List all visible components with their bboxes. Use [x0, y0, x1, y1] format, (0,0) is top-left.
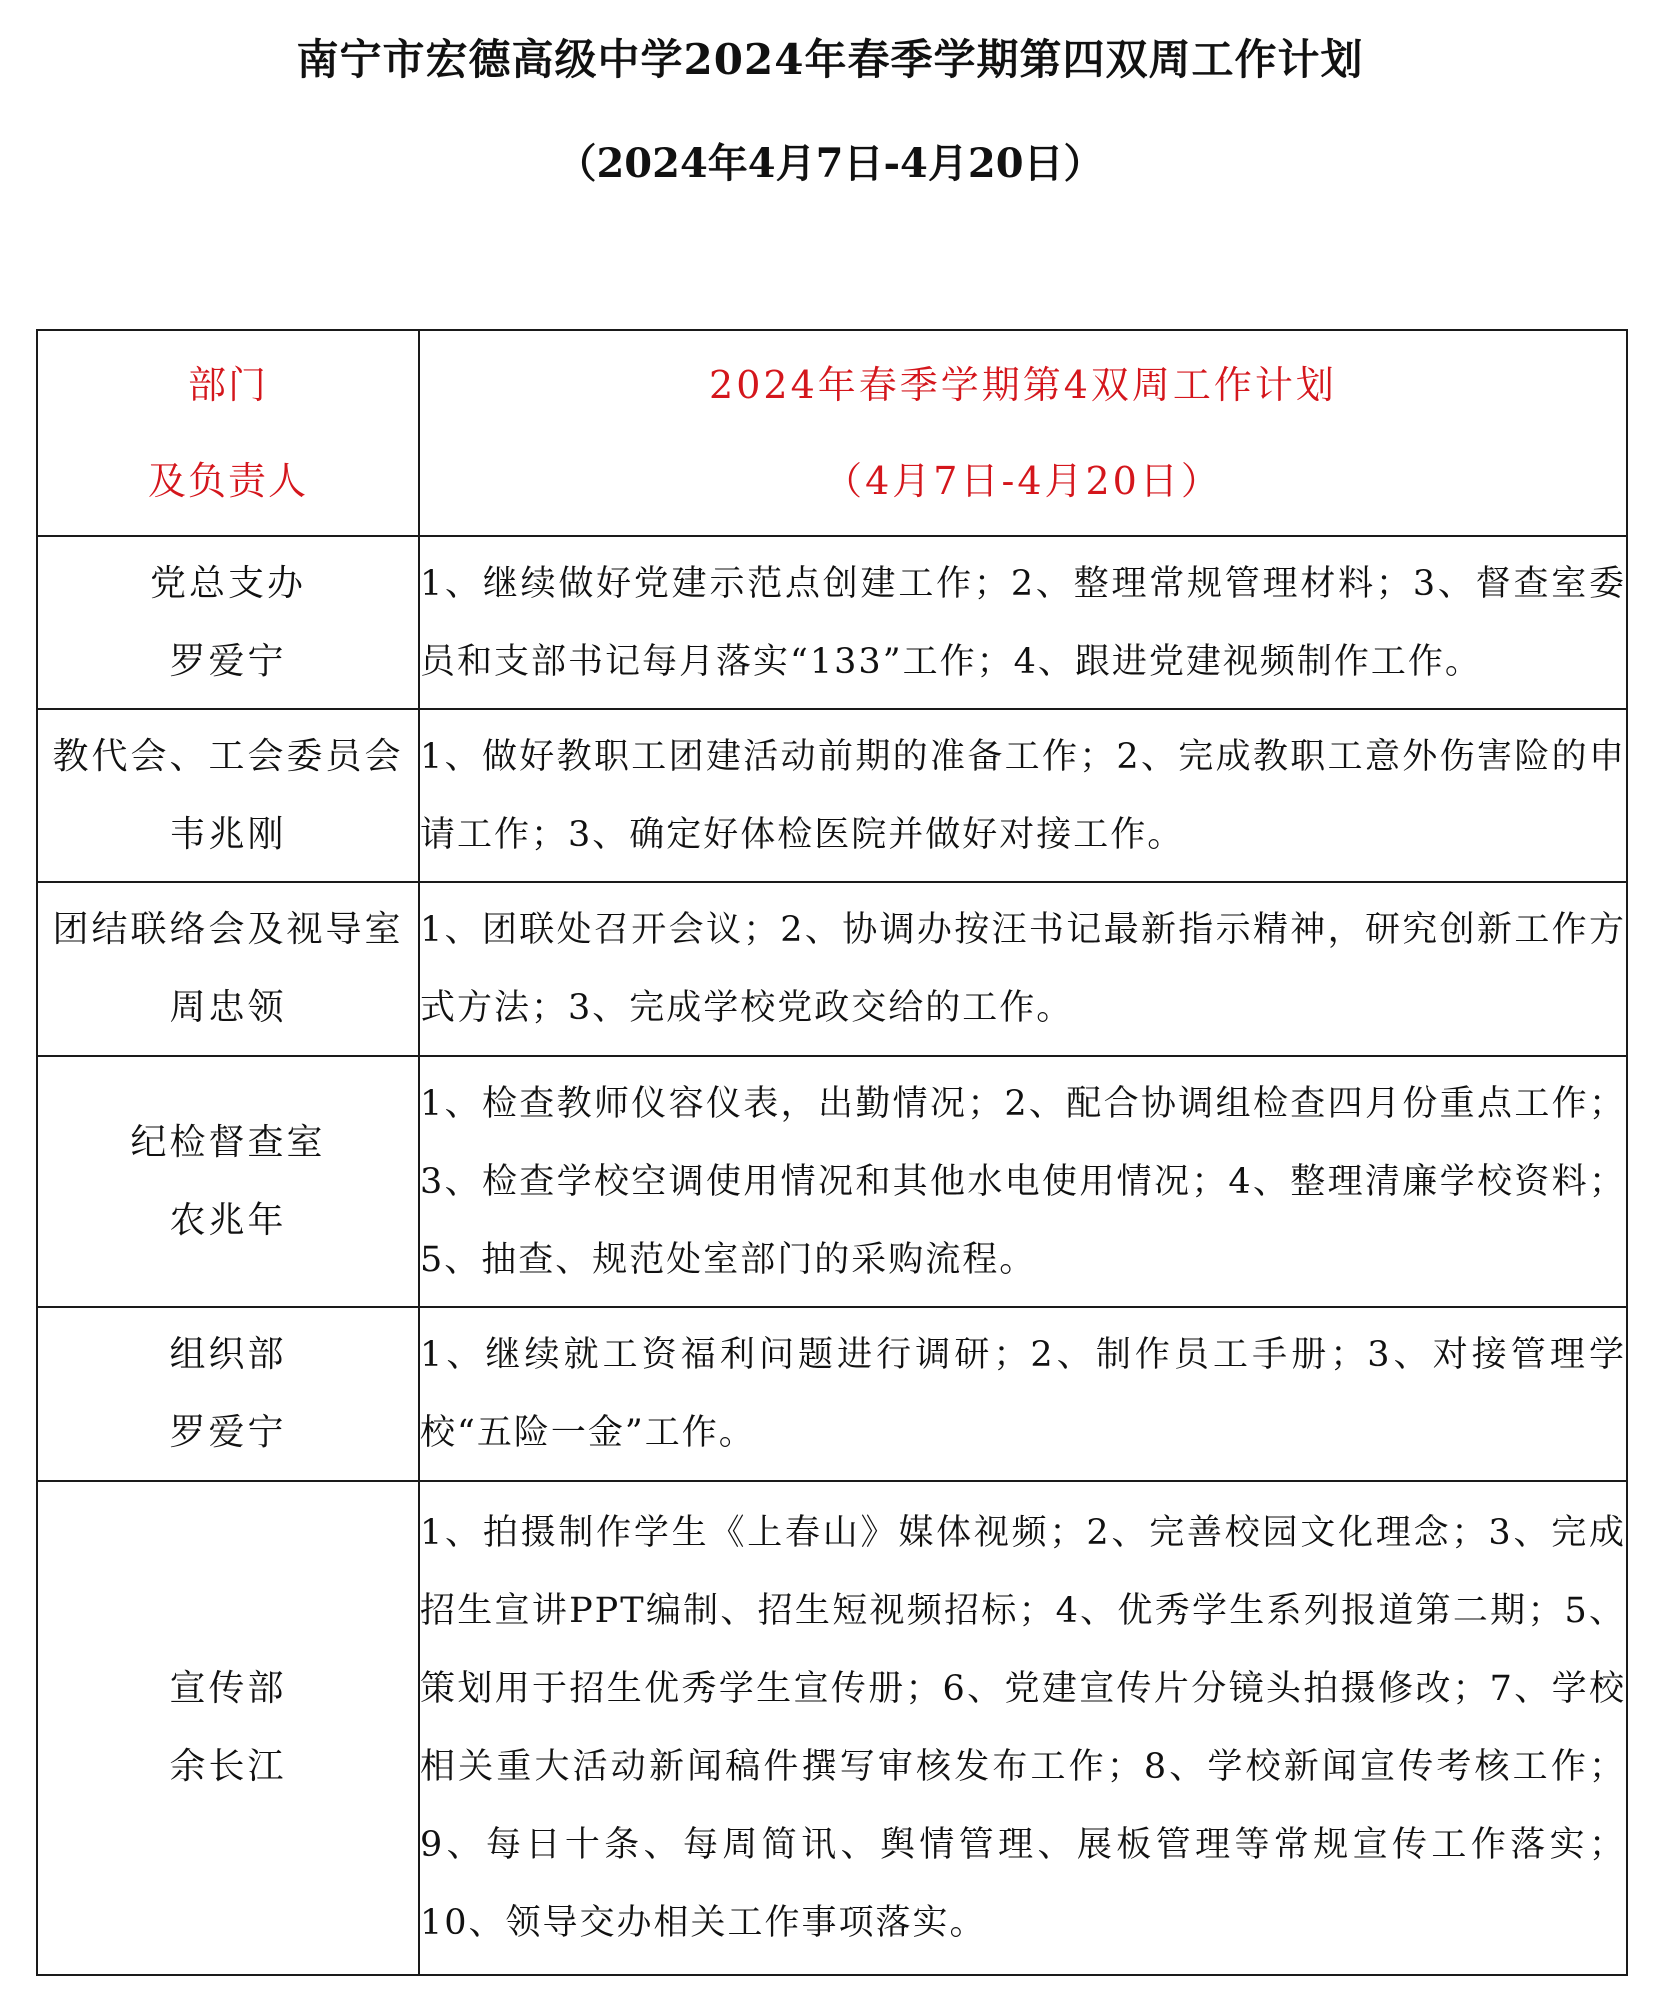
person-in-charge: 罗爱宁	[169, 1412, 287, 1453]
department-name: 组织部	[169, 1334, 287, 1375]
work-plan-table	[36, 329, 1628, 1976]
table-row	[37, 536, 1627, 709]
department-name: 纪检督查室	[130, 1121, 326, 1163]
header-plan-line1: 2024年春季学期第4双周工作计划	[709, 363, 1337, 407]
department-cell	[37, 709, 419, 882]
table-row	[37, 882, 1627, 1056]
header-dept-line2: 及负责人	[147, 459, 308, 503]
header-plan-line2: （4月7日-4月20日）	[824, 459, 1222, 503]
person-in-charge: 周忠领	[169, 987, 287, 1028]
plan-cell: 1、做好教职工团建活动前期的准备工作；2、完成教职工意外伤害险的申请工作；3、确定好体检医院并做好对接工作。	[419, 709, 1627, 882]
department-name: 团结联络会及视导室	[52, 909, 404, 950]
department-cell	[37, 1481, 419, 1975]
table-row	[37, 1307, 1627, 1481]
person-in-charge: 余长江	[169, 1746, 287, 1787]
plan-cell: 1、检查教师仪容仪表，出勤情况；2、配合协调组检查四月份重点工作；3、检查学校空调使用情况和其他水电使用情况；4、整理清廉学校资料；5、抽查、规范处室部门的采购流程。	[419, 1056, 1627, 1307]
person-in-charge: 罗爱宁	[169, 640, 287, 682]
header-plan-cell	[419, 330, 1627, 536]
plan-cell: 1、继续就工资福利问题进行调研；2、制作员工手册；3、对接管理学校“五险一金”工作。	[419, 1307, 1627, 1481]
plan-cell: 1、拍摄制作学生《上春山》媒体视频；2、完善校园文化理念；3、完成招生宣讲PPT编制、招生短视频招标；4、优秀学生系列报道第二期；5、策划用于招生优秀学生宣传册；6、党建宣传片分镜头拍摄修改；7、学校相关重大活动新闻稿件撰写审核发布工作；8、学校新闻宣传考核工作；9、每日十条、每周简讯、舆情管理、展板管理等常规宣传工作落实；10、领导交办相关工作事项落实。	[419, 1481, 1627, 1975]
plan-cell: 1、继续做好党建示范点创建工作；2、整理常规管理材料；3、督查室委员和支部书记每月落实“133”工作；4、跟进党建视频制作工作。	[419, 536, 1627, 709]
table-row	[37, 1481, 1627, 1975]
department-cell	[37, 1307, 419, 1481]
document-title: 南宁市宏德高级中学2024年春季学期第四双周工作计划	[296, 35, 1364, 84]
table-row	[37, 1056, 1627, 1307]
plan-cell: 1、团联处召开会议；2、协调办按汪书记最新指示精神，研究创新工作方式方法；3、完成学校党政交给的工作。	[419, 882, 1627, 1056]
department-name: 宣传部	[169, 1668, 287, 1709]
person-in-charge: 韦兆刚	[169, 813, 287, 855]
department-name: 教代会、工会委员会	[52, 735, 404, 777]
department-name: 党总支办	[149, 562, 306, 604]
department-cell	[37, 882, 419, 1056]
department-cell	[37, 536, 419, 709]
department-cell	[37, 1056, 419, 1307]
header-dept-cell	[37, 330, 419, 536]
person-in-charge: 农兆年	[169, 1199, 287, 1241]
document-date-range: （2024年4月7日-4月20日）	[556, 140, 1104, 187]
table-row	[37, 709, 1627, 882]
table-header-row	[37, 330, 1627, 536]
header-dept-line1: 部门	[187, 363, 268, 407]
